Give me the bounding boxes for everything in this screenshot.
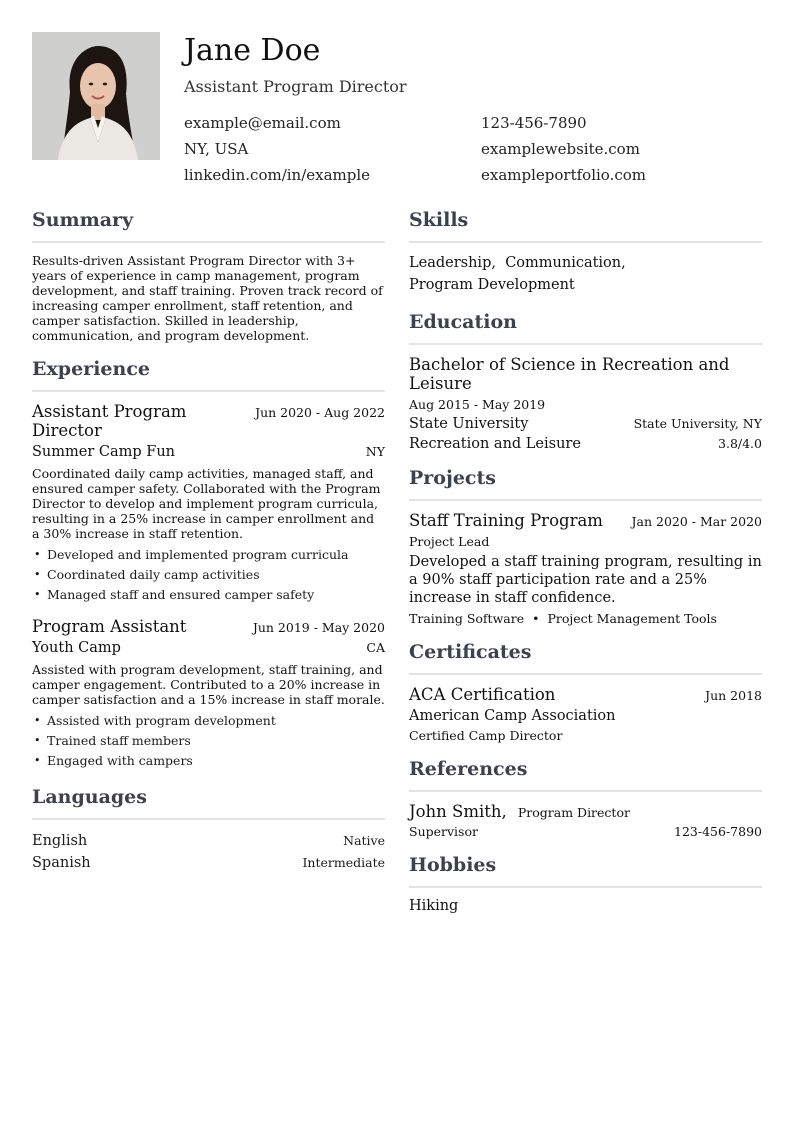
certificate-issuer: American Camp Association — [409, 708, 616, 724]
certificate-date: Jun 2018 — [705, 688, 762, 703]
skill-item: Communication — [505, 255, 622, 271]
resume-page — [32, 32, 762, 914]
projects-heading: Projects — [409, 467, 496, 489]
contact-portfolio[interactable]: exampleportfolio.com — [481, 166, 646, 184]
education-location: State University, NY — [633, 416, 762, 431]
hobbies-heading: Hobbies — [409, 854, 497, 876]
skills-heading: Skills — [409, 209, 469, 231]
list-item: • Assisted with program development — [47, 711, 385, 731]
candidate-name: Jane Doe — [184, 33, 321, 68]
tag-separator: • — [532, 611, 540, 626]
job-bullets — [32, 711, 385, 771]
projects-section — [409, 466, 762, 626]
list-item: • Engaged with campers — [47, 751, 385, 771]
left-column — [32, 208, 385, 888]
project-dates: Jan 2020 - Mar 2020 — [631, 514, 762, 529]
certificate-name: ACA Certification — [409, 685, 556, 704]
reference-position: Program Director — [517, 805, 630, 820]
contact-linkedin[interactable]: linkedin.com/in/example — [184, 166, 371, 184]
references-heading: References — [409, 758, 528, 780]
project-tag: Training Software — [409, 611, 525, 626]
job-description: Coordinated daily camp activities, managed staff, and ensured camper safety. Collaborated with the Program Director to develop and implement program curricula, resulting in a 25% increase in camper enrollment and a 30% increase in staff retention. — [32, 466, 381, 541]
language-level: Intermediate — [302, 855, 385, 870]
certificate-detail: Certified Camp Director — [409, 728, 563, 743]
job-bullets — [32, 545, 385, 605]
language-row — [32, 830, 385, 852]
reference-phone[interactable]: 123-456-7890 — [674, 824, 762, 839]
project-tag: Project Management Tools — [547, 611, 717, 626]
list-item: • Developed and implemented program curricula — [47, 545, 385, 565]
job-location: CA — [366, 640, 385, 655]
contact-email[interactable]: example@email.com — [184, 114, 341, 132]
languages-section — [32, 785, 385, 874]
job-role: Assistant Program Director — [32, 402, 187, 440]
resume-header — [32, 32, 762, 192]
skills-section — [409, 208, 762, 296]
section-divider — [409, 499, 762, 501]
hobbies-section — [409, 853, 762, 914]
certificates-section — [409, 640, 762, 743]
education-field: Recreation and Leisure — [409, 436, 581, 452]
avatar-image — [32, 32, 160, 160]
education-gpa: 3.8/4.0 — [718, 436, 762, 451]
skill-item: Program Development — [409, 277, 575, 293]
hobby-item: Hiking — [409, 898, 459, 914]
language-level: Native — [343, 833, 385, 848]
section-divider — [409, 241, 762, 243]
education-dates: Aug 2015 - May 2019 — [409, 397, 546, 412]
experience-section — [32, 357, 385, 771]
job-company: Youth Camp — [32, 640, 121, 656]
list-item: • Coordinated daily camp activities — [47, 565, 385, 585]
certificates-heading: Certificates — [409, 641, 532, 663]
section-divider — [409, 343, 762, 345]
contact-website[interactable]: examplewebsite.com — [481, 140, 640, 158]
job-company: Summer Camp Fun — [32, 444, 176, 460]
list-item: • Trained staff members — [47, 731, 385, 751]
project-name: Staff Training Program — [409, 511, 603, 530]
job-description: Assisted with program development, staff training, and camper engagement. Contributed to a 20% increase in camper satisfaction and a 15% increase in staff morale. — [32, 662, 385, 707]
right-column — [409, 208, 762, 928]
summary-section — [32, 208, 385, 343]
project-tags — [409, 611, 762, 626]
section-divider — [32, 241, 385, 243]
experience-entry — [32, 402, 385, 605]
education-section — [409, 310, 762, 452]
project-role: Project Lead — [409, 534, 490, 549]
section-divider — [32, 390, 385, 392]
project-description: Developed a staff training program, resulting in a 90% staff participation rate and a 25% increase in staff confidence. — [409, 554, 762, 606]
education-heading: Education — [409, 311, 517, 333]
language-row — [32, 852, 385, 874]
references-section — [409, 757, 762, 839]
language-name: English — [32, 833, 88, 849]
experience-heading: Experience — [32, 358, 150, 380]
language-name: Spanish — [32, 855, 91, 871]
job-role: Program Assistant — [32, 617, 187, 636]
list-item: • Managed staff and ensured camper safety — [47, 585, 385, 605]
candidate-title: Assistant Program Director — [184, 77, 407, 96]
job-dates: Jun 2019 - May 2020 — [252, 620, 385, 635]
section-divider — [409, 886, 762, 888]
section-divider — [32, 818, 385, 820]
section-divider — [409, 673, 762, 675]
languages-heading: Languages — [32, 786, 147, 808]
education-degree: Bachelor of Science in Recreation and Leisure — [409, 355, 730, 393]
summary-heading: Summary — [32, 209, 134, 231]
experience-entry — [32, 617, 385, 771]
summary-text: Results-driven Assistant Program Director with 3+ years of experience in camp management, program development, and staff training. Proven track record of increasing camper enrollment, staff retention, and camper satisfaction. Skilled in leadership, communication, and program development. — [32, 253, 383, 343]
skill-item: Leadership — [409, 255, 492, 271]
job-dates: Jun 2020 - Aug 2022 — [255, 405, 385, 420]
reference-name: John Smith, — [409, 802, 507, 821]
education-school: State University — [409, 416, 529, 432]
contact-phone[interactable]: 123-456-7890 — [481, 114, 587, 132]
reference-relation: Supervisor — [409, 824, 478, 839]
profile-photo — [32, 32, 160, 160]
job-location: NY — [365, 444, 385, 459]
section-divider — [409, 790, 762, 792]
skills-list: Leadership, Communication, Program Development — [409, 255, 626, 293]
contact-location: NY, USA — [184, 140, 249, 158]
